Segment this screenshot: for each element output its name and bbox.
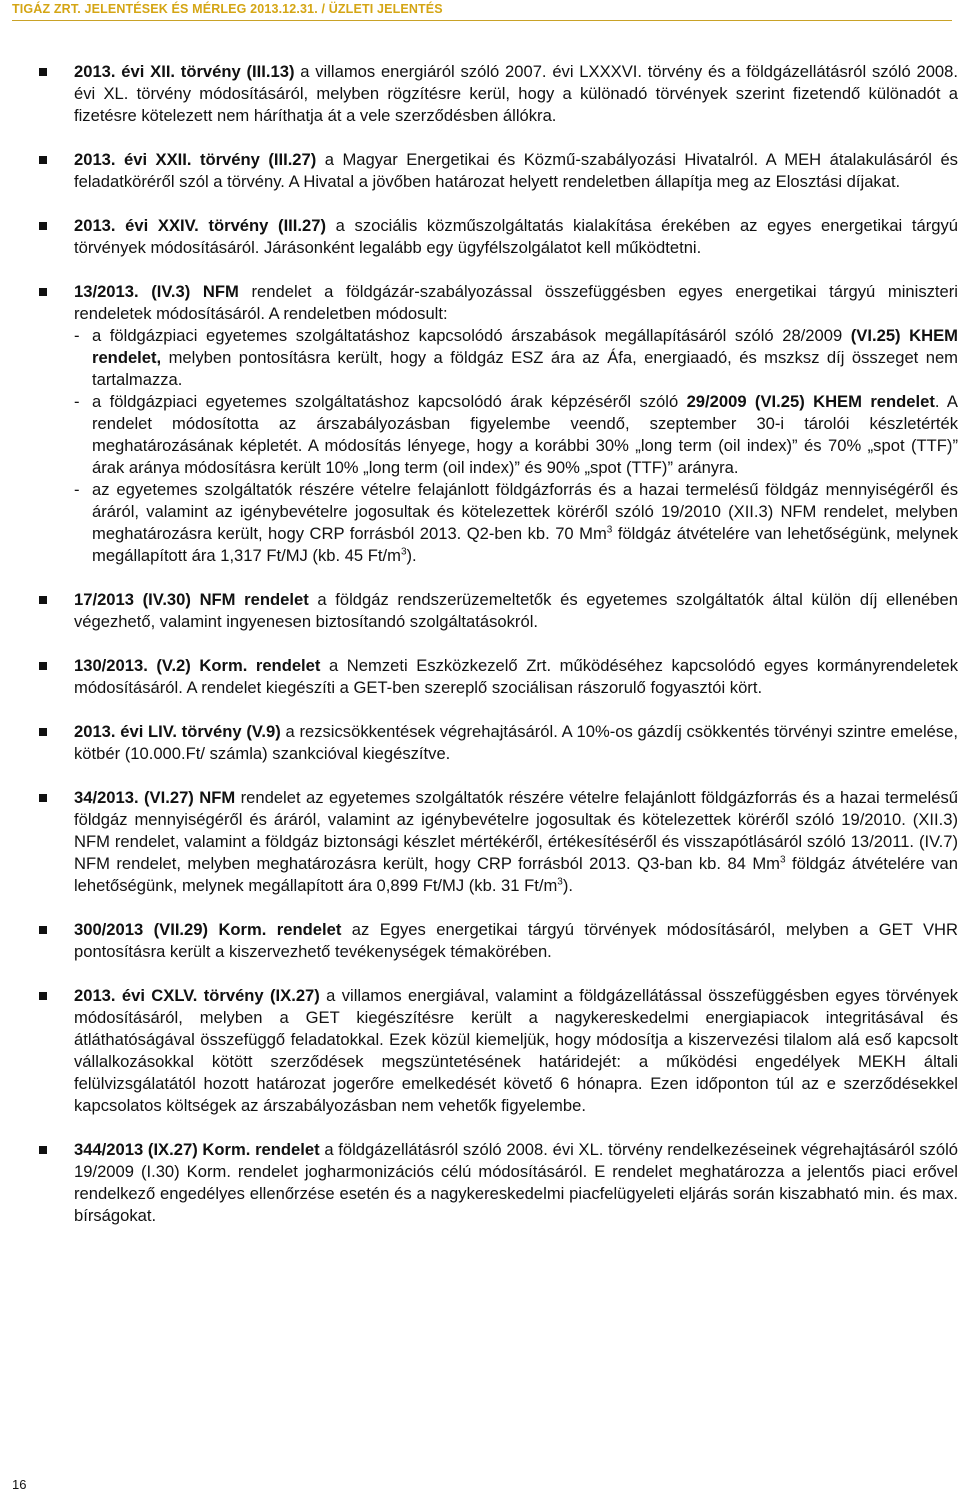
entry-title: 2013. évi XXIV. törvény (III.27)	[74, 216, 326, 235]
sub-bold-text: (VI.25) KHEM rendelet,	[92, 326, 958, 367]
square-bullet-icon	[39, 68, 47, 76]
superscript: 3	[400, 546, 407, 558]
page-number: 16	[12, 1477, 27, 1492]
list-item	[36, 655, 958, 699]
sub-text: a földgázpiaci egyetemes szolgáltatáshoz kapcsolódó árszabások megállapításáról szóló 28/2009	[92, 326, 851, 345]
entry-title: 300/2013 (VII.29) Korm. rendelet	[74, 920, 342, 939]
sub-text: ).	[406, 546, 417, 565]
sub-list	[74, 325, 958, 567]
sub-text: a földgázpiaci egyetemes szolgáltatáshoz kapcsolódó árak képzéséről szóló	[92, 392, 687, 411]
entry-paragraph	[74, 589, 958, 633]
entry-title: 2013. évi CXLV. törvény (IX.27)	[74, 986, 320, 1005]
header-title: TIGÁZ ZRT. JELENTÉSEK ÉS MÉRLEG 2013.12.31. / ÜZLETI JELENTÉS	[12, 2, 443, 16]
dash-bullet-icon: -	[74, 392, 80, 411]
list-item	[36, 61, 958, 127]
square-bullet-icon	[39, 662, 47, 670]
entry-body: a földgázellátásról szóló 2008. évi XL. törvény rendelkezéseinek végrehajtásáról szóló 19/2009 (I.30) Korm. rendelet jogharmonizációs célú módosításáról. E rendelet meghatározza a jelentős piaci erővel rendelkező engedélyes ellenőrzése esetén és a nagykereskedelmi piacfelügyeleti eljárás során kiszabható min. és max. bírságokat.	[74, 1140, 958, 1225]
square-bullet-icon	[39, 596, 47, 604]
sub-text: földgáz átvételére van lehetőségünk, melynek megállapított ára 1,317 Ft/MJ (kb. 45 Ft/m	[92, 524, 958, 565]
entry-title: 130/2013. (V.2) Korm. rendelet	[74, 656, 321, 675]
list-item	[36, 215, 958, 259]
entry-paragraph	[74, 1139, 958, 1227]
square-bullet-icon	[39, 926, 47, 934]
entry-title: 13/2013. (IV.3) NFM	[74, 282, 239, 301]
list-item	[36, 919, 958, 963]
report-header	[12, 0, 952, 21]
sub-list-item	[74, 391, 958, 479]
entry-title: 2013. évi LIV. törvény (V.9)	[74, 722, 281, 741]
list-item	[36, 149, 958, 193]
dash-bullet-icon: -	[74, 480, 80, 499]
square-bullet-icon	[39, 1146, 47, 1154]
entry-body: a szociális közműszolgáltatás kialakítása érekében az egyes energetikai tárgyú törvények módosításáról. Járásonként legalább egy ügyfélszolgálatot kell működtetni.	[74, 216, 959, 257]
sub-text: az egyetemes szolgáltatók részére vételre felajánlott földgázforrás és a hazai termelésű földgáz mennyiségéről és áráról, valamint az igénybevételre jogosultak és kötelezettek köréről szóló 19/2010 (XII.3) NFM rendelet, melyben meghatározásra került, hogy CRP forrásból 2013. Q2-ben kb. 70 Mm	[92, 480, 958, 543]
entry-body: a földgáz rendszerüzemeltetők és egyetemes szolgáltatók által külön díj ellenében végezhető, valamint ingyenesen biztosítandó szolgáltatásokról.	[74, 590, 958, 631]
entry-paragraph	[74, 721, 958, 765]
entry-paragraph	[74, 655, 958, 699]
entry-paragraph	[74, 215, 958, 259]
entry-paragraph	[74, 985, 958, 1117]
square-bullet-icon	[39, 728, 47, 736]
dash-bullet-icon: -	[74, 326, 80, 345]
entry-body: a Magyar Energetikai és Közmű-szabályozási Hivatalról. A MEH átalakulásáról és feladatköréről szól a törvény. A Hivatal a jövőben határozat helyett rendeletben állapítja meg az Elosztási díjakat.	[74, 150, 958, 191]
entry-body: ).	[562, 876, 573, 895]
list-item	[36, 985, 958, 1117]
entry-title: 344/2013 (IX.27) Korm. rendelet	[74, 1140, 320, 1159]
list-item	[36, 281, 958, 567]
sub-list-item	[74, 325, 958, 391]
list-item	[36, 1139, 958, 1227]
entry-body: a villamos energiával, valamint a földgázellátással összefüggésben egyes törvények módosításáról, melyben a GET kiegészítésre került a nagykereskedelmi energiapiacok integritásával és átláthatóságával összefüggő feladatokkal. Ezek közül kiemeljük, hogy módosítja a kiszervezési tilalom alá eső kapcsolt vállalkozásokkal kötött szerződések megszüntetésének határidejét: a működési engedélyek MEKH általi felülvizsgálatától hozott határozat jogerőre emelkedését követő 6 hónapra. Ezen időponton túl az e szerződésekkel kapcsolatos költségek az árszabályozásban nem vehetők figyelembe.	[74, 986, 958, 1115]
entry-title: 2013. évi XII. törvény (III.13)	[74, 62, 295, 81]
entry-paragraph	[74, 919, 958, 963]
entry-paragraph	[74, 61, 958, 127]
entry-title: 2013. évi XXII. törvény (III.27)	[74, 150, 317, 169]
sub-text: . A rendelet módosította az árszabályozásban figyelembe veendő, szeptember 30-i tárolói készletérték meghatározásának képletét. A módosítás lényege, hogy a korábbi 30% „long term (oil index)” és 70% „spot (TTF)” árak aránya módosításra került 10% „long term (oil index)” és 90% „spot (TTF)” arányra.	[92, 392, 959, 477]
entry-body: földgáz átvételére van lehetőségünk, melynek megállapított ára 0,899 Ft/MJ (kb. 31 Ft/m	[74, 854, 958, 895]
entry-body: a rezsicsökkentések végrehajtásáról. A 10%-os gázdíj csökkentés törvényi szintre emelése, kötbér (10.000.Ft/ számla) szankcióval kiegészítve.	[74, 722, 958, 763]
list-item	[36, 589, 958, 633]
entry-body: rendelet az egyetemes szolgáltatók részére vételre felajánlott földgázforrás és a hazai termelésű földgáz mennyiségéről és áráról, valamint az igénybevételre jogosultak és kötelezettek köréről szóló 19/2010. (XII.3) NFM rendelet, valamint a földgáz biztonsági készlet mértékéről, értékesítéséről és visszapótlásáról szóló 13/2011. (IV.7) NFM rendelet, melyben meghatározásra került, hogy CRP forrásból 2013. Q3-ban kb. 84 Mm	[74, 788, 958, 873]
sub-list-item	[74, 479, 958, 567]
list-item	[36, 787, 958, 897]
square-bullet-icon	[39, 992, 47, 1000]
superscript: 3	[557, 876, 563, 888]
entry-title: 17/2013 (IV.30) NFM rendelet	[74, 590, 309, 609]
square-bullet-icon	[39, 288, 47, 296]
sub-bold-text: 29/2009 (VI.25) KHEM rendelet	[686, 392, 935, 411]
entry-paragraph	[74, 281, 958, 325]
square-bullet-icon	[39, 794, 47, 802]
document-body	[36, 61, 958, 1249]
sub-text: melyben pontosításra került, hogy a földgáz ESZ ára az Áfa, energiaadó, és mszksz díj összeget nem tartalmazza.	[92, 348, 958, 389]
entry-title: 34/2013. (VI.27) NFM	[74, 788, 236, 807]
superscript: 3	[606, 524, 613, 536]
square-bullet-icon	[39, 156, 47, 164]
entry-body: a villamos energiáról szóló 2007. évi LXXXVI. törvény és a földgázellátásról szóló 2008. évi XL. törvény módosításáról, melyben rögzítésre kerül, hogy a különadó törvények szerint fizetendő különadót a fizetésre kötelezett nem háríthatja át a vele szerződésben állókra.	[74, 62, 958, 125]
entry-body: rendelet a földgázár-szabályozással összefüggésben egyes energetikai tárgyú miniszteri rendeletek módosításáról. A rendeletben módosult:	[74, 282, 958, 323]
entry-paragraph	[74, 787, 958, 897]
list-item	[36, 721, 958, 765]
superscript: 3	[779, 854, 786, 866]
entry-body: az Egyes energetikai tárgyú törvények módosításáról, melyben a GET VHR pontosításra került a kiszervezhető tevékenységek témakörében.	[74, 920, 958, 961]
square-bullet-icon	[39, 222, 47, 230]
entry-body: a Nemzeti Eszközkezelő Zrt. működéséhez kapcsolódó egyes kormányrendeletek módosításáról. A rendelet kiegészíti a GET-ben szereplő szociálisan rászorulő fogyasztói kört.	[74, 656, 958, 697]
entry-paragraph	[74, 149, 958, 193]
